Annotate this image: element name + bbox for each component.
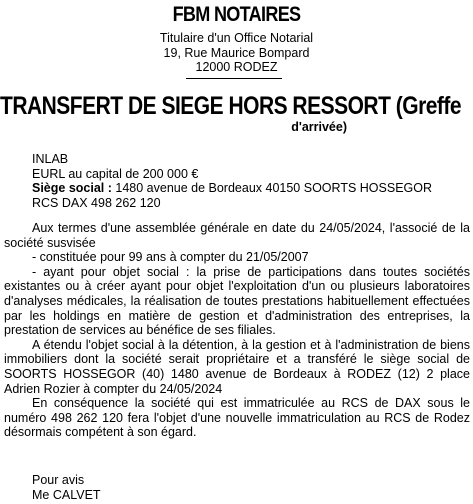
- company-name: INLAB: [32, 152, 69, 166]
- notice-body: [4, 221, 470, 440]
- notary-street-line: 19, Rue Maurice Bompard: [163, 45, 310, 60]
- notice-title-continuation: d'arrivée): [291, 120, 347, 134]
- body-paragraph-1: Aux termes d'une assemblée générale en date du 24/05/2024, l'associé de la société susvisée: [4, 221, 470, 250]
- notary-name: FBM NOTAIRES: [172, 3, 301, 26]
- body-paragraph-5: En conséquence la société qui est immatriculée au RCS de DAX sous le numéro 498 262 120 fera l'objet d'une nouvelle immatriculation au RCS de Rodez désormais compétent à son égard.: [4, 396, 470, 440]
- notary-address: [0, 31, 473, 75]
- header-divider: [186, 78, 282, 79]
- body-paragraph-4: A étendu l'objet social à la détention, à la gestion et à l'administration de biens immobiliers dont la société serait propriétaire et a transféré le siège social de SOORTS HOSSEGOR (40) 1480 avenue de Bordeaux à RODEZ (12) 2 place Adrien Rozier à compter du 24/05/2024: [4, 337, 470, 396]
- company-form: EURL au capital de 200 000 €: [32, 166, 199, 181]
- company-rcs: RCS DAX 498 262 120: [32, 195, 161, 210]
- company-seat-value: 1480 avenue de Bordeaux 40150 SOORTS HOSSEGOR: [111, 181, 432, 196]
- notary-office-line: Titulaire d'un Office Notarial: [159, 31, 314, 45]
- body-paragraph-3: - ayant pour objet social : la prise de participations dans toutes sociétés existantes ou à créer ayant pour objet l'exploitation d'un ou plusieurs laboratoires d'analyses médicales, la réalisation de toutes prestations habituellement effectuées par les holdings en matière de gestion et d'administration des entreprises, la prestation de services au bénéfice de ses filiales.: [4, 264, 470, 338]
- notice-title: TRANSFERT DE SIEGE HORS RESSORT (Greffe: [0, 92, 462, 120]
- company-block: [32, 152, 432, 210]
- company-seat: [32, 181, 432, 196]
- signoff-signatory: Me CALVET: [32, 487, 101, 502]
- signoff-line-1: Pour avis: [32, 473, 85, 487]
- company-seat-label: Siège social :: [32, 181, 112, 196]
- signoff-block: [32, 473, 101, 502]
- body-paragraph-2: - constituée pour 99 ans à compter du 21/05/2007: [32, 250, 309, 265]
- notary-city-line: 12000 RODEZ: [195, 60, 278, 74]
